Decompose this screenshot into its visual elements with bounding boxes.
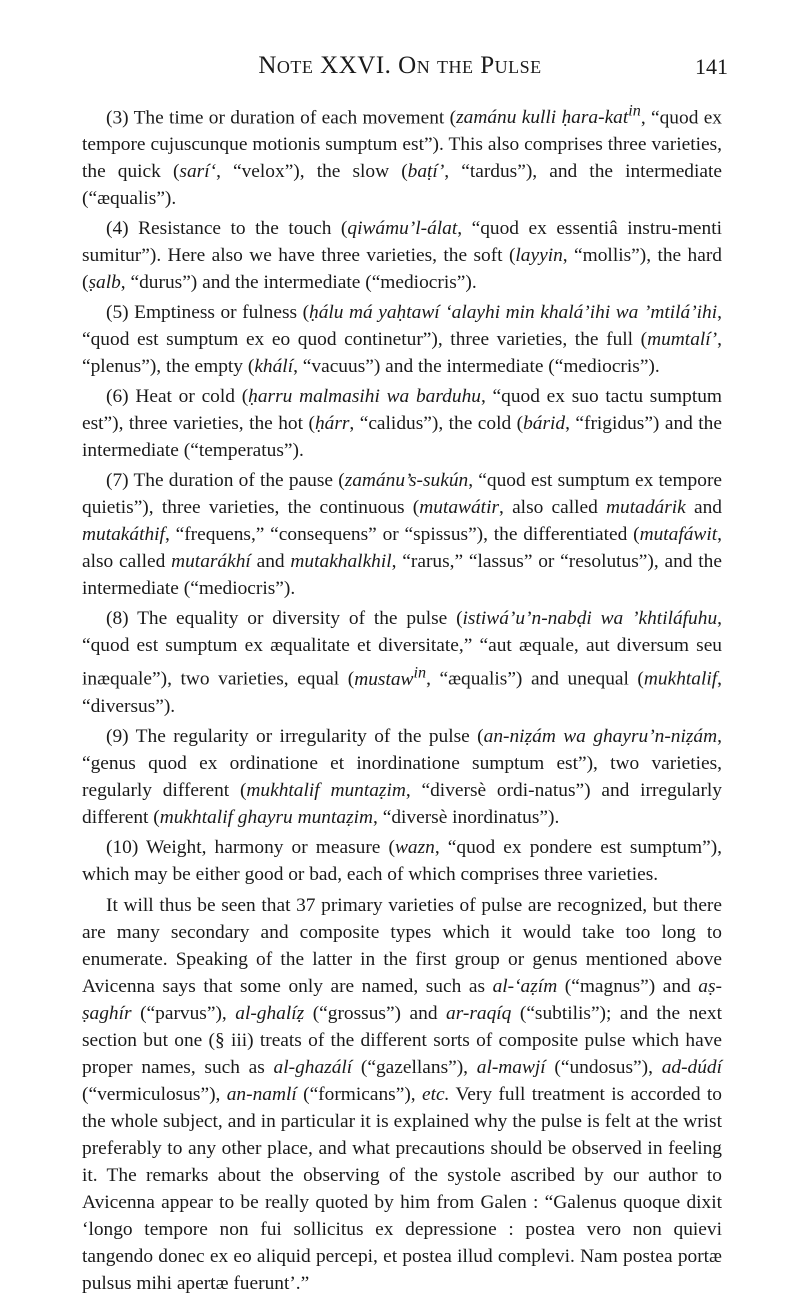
paragraph-5-emptiness: (5) Emptiness or fulness (ḥálu má yaḥtawí ‘alayhi min khalá’ihi wa ’mtilá’ihi, “quod est sumptum ex eo quod continetur”), three varieties, the full (mumtalí’, “plenus”), the empty (khálí, “vacuus”) and the intermediate (“mediocris”). bbox=[82, 302, 722, 378]
paragraph-summary: It will thus be seen that 37 primary varieties of pulse are recognized, but there are many secondary and composite types which it would take too long to enumerate. Speaking of the latter in the first group or genus mentioned above Avicenna says that some only are named, such as al-‘aẓím (“magnus”) and aṣ-ṣaghír (“parvus”), al-ghalíẓ (“grossus”) and ar-raqíq (“subtilis”); and the next section but one (§ iii) treats of the different sorts of composite pulse which have proper names, such as al-ghazálí (“gazellans”), al-mawjí (“undosus”), ad-dúdí (“vermiculosus”), an-namlí (“formicans”), etc. Very full treatment is accorded to the whole subject, and in particular it is explained why the pulse is felt at the wrist preferably to any other place, and what precautions should be observed in feeling it. The remarks about the observing of the systole ascribed by our author to Avicenna appear to be really quoted by him from Galen : “Galenus quoque dixit ‘longo tempore non fui sollicitus ex depressione : postea vero non quievi tangendo donec ex eo aliquid percepi, et postea illud complevi. Nam postea portæ pulsus mihi apertæ fuerunt’.” bbox=[82, 894, 723, 1294]
paragraph-7-pause: (7) The duration of the pause (zamánu’s-sukún, “quod est sumptum ex tempore quietis”), three varieties, the continuous (mutawátir, also called mutadárik and mutakáthif, “frequens,” “consequens” or “spissus”), the differentiated (mutafáwit, also called mutarákhí and mutakhalkhil, “rarus,” “lassus” or “resolutus”), and the intermediate (“mediocris”). bbox=[82, 470, 723, 600]
paragraph-8-equality: (8) The equality or diversity of the pulse (istiwá’u’n-nabḍi wa ’khtiláfuhu, “quod est sumptum ex æqualitate et diversitate,” “aut æquale, aut diversum seu inæquale”), two varieties, equal (mustaw$^{in}$, “æqualis”) and unequal (mukhtalif, “diversus”). bbox=[82, 608, 723, 717]
paragraph-9-regularity: (9) The regularity or irregularity of the pulse (an-niẓám wa ghayru’n-niẓám, “genus quod ex ordinatione et inordinatione sumptum est”), two varieties, regularly different (mukhtalif muntaẓim, “diversè ordi-natus”) and irregularly different (mukhtalif ghayru muntaẓim, “diversè inordinatus”). bbox=[82, 725, 722, 828]
page-number: 141 bbox=[695, 54, 728, 79]
header-title: Note XXVI. On the Pulse bbox=[258, 52, 542, 79]
paragraph-10-weight: (10) Weight, harmony or measure (wazn, “quod ex pondere est sumptum”), which may be either good or bad, each of which comprises three varieties. bbox=[82, 836, 722, 885]
page-body bbox=[82, 98, 722, 1300]
paragraph-4-resistance: (4) Resistance to the touch (qiwámu’l-álat, “quod ex essentiâ instru-menti sumitur”). Here also we have three varieties, the soft (layyin, “mollis”), the hard (ṣalb, “durus”) and the intermediate (“mediocris”). bbox=[82, 218, 722, 294]
paragraph-3-time: (3) The time or duration of each movement (zamánu kulli ḥara-kat$^{in}$, “quod ex tempore cujuscunque motionis sumptum est”). This also comprises three varieties, the quick (sarí‘, “velox”), the slow (baṭí’, “tardus”), and the intermediate (“æqualis”). bbox=[82, 103, 722, 210]
paragraph-6-heat: (6) Heat or cold (ḥarru malmasihi wa barduhu, “quod ex suo tactu sumptum est”), three varieties, the hot (ḥárr, “calidus”), the cold (bárid, “frigidus”) and the intermediate (“temperatus”). bbox=[82, 386, 722, 462]
running-header bbox=[0, 52, 800, 82]
